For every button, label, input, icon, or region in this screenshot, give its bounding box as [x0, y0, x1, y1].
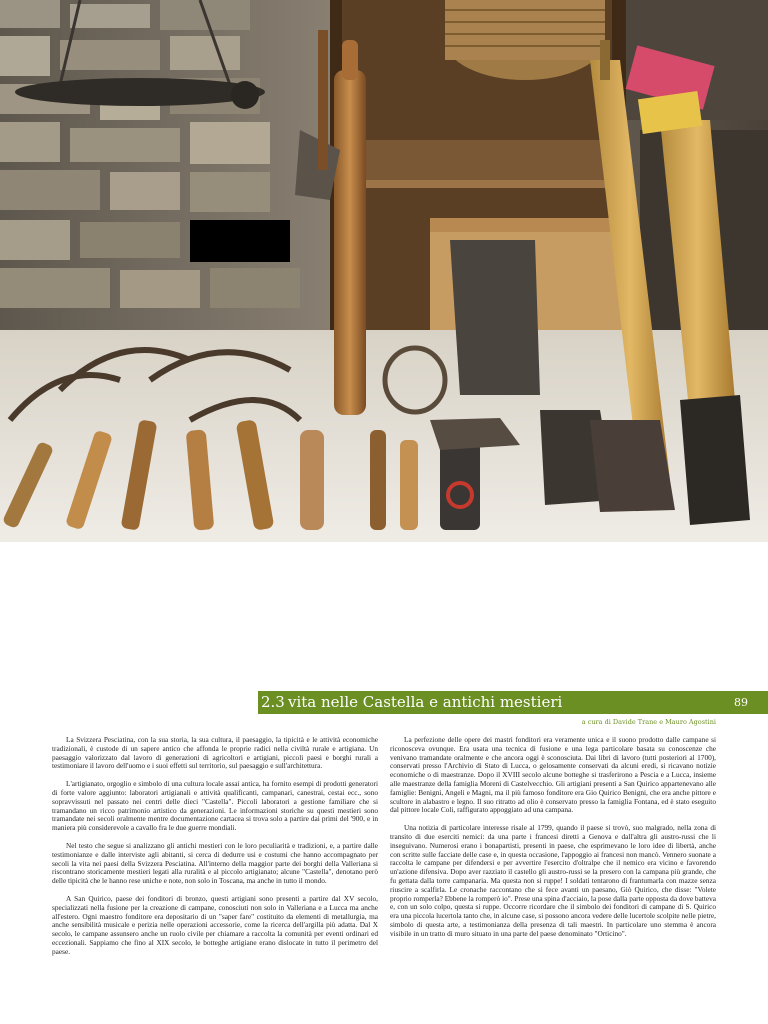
paragraph: L'artigianato, orgoglio e simbolo di una cultura locale assai antica, ha fornito esempi di prodotti generatori di forte valore aggiunto: laboratori artigianali e attività qualificanti, campanari, canestrai, cestai ecc., sono sopravvissuti nel passato nei centri delle dieci "Castella". Piccoli laboratori a gestione familiare che si tramandano un ricco patrimonio artistico da generazioni. Le informazioni storiche su questi mestieri sono tramandate nei secoli oralmente mentre documentazione cartacea si trova solo a partire dai primi del '900, e in maniera più considerevole a cavallo fra le due guerre mondiali. [52, 779, 378, 833]
rolling-pin [334, 40, 366, 415]
text-column-right [390, 736, 716, 1024]
paragraph: A San Quirico, paese dei fonditori di bronzo, questi artigiani sono presenti a partire dal XV secolo, specializzati nella fusione per la creazione di campane, conosciuti non solo in Valleriana e a Lucca ma anche all'estero. Ogni maestro fonditore era depositario di un "saper fare" costituito da elementi di metallurgia, ma anche sensibilità musicale e perizia nelle operazioni accessorie, come la ricerca dell'argilla più adatta. Dal X secolo, le campane assunsero anche un ruolo civile per chiamare a raccolta la comunità per eventi ordinari ed eccezionali. Sappiamo che fino al XIX secolo, le botteghe artigiane erano dislocate in tutto il perimetro del paese. [52, 893, 378, 956]
paragraph: Nel testo che segue si analizzano gli antichi mestieri con le loro peculiarità e tradizioni, e, a partire dalle testimonianze e dalle interviste agli abitanti, si cerca di dedurre usi e costumi che hanno accompagnato per secoli la vita nei paesi della Svizzera Pesciatina. All'interno della maggior parte dei borghi della Valleriana si riscontrano storicamente mestieri legati alla ruralità e al piccolo artigianato; alcune "Castella", denotano però delle tipicità che le hanno rese uniche e note, non solo in Toscana, ma anche in tutto il mondo. [52, 840, 378, 886]
credits-line: a cura di Davide Trane e Mauro Agostini [581, 718, 716, 726]
paragraph: La Svizzera Pesciatina, con la sua storia, la sua cultura, il paesaggio, la tipicità e le attività economiche tradizionali, è custode di un sapere antico che affonda le proprie radici nella civiltà rurale e artigiana. Un paesaggio valorizzato dal lavoro di generazioni di agricoltori e artigiani, piccoli paesi e borghi rurali a testimoniare il lavoro dell'uomo e i suoi effetti sul territorio, sul paesaggio e sull'architettura. [52, 736, 378, 771]
text-column-left [52, 736, 378, 1024]
paragraph: La perfezione delle opere dei mastri fonditori era veramente unica e il suono prodotto dalle campane si riconosceva ovunque. Era usata una tecnica di fusione e una lega particolare basata su conoscenze che venivano tramandate oralmente e che ancora oggi è sconosciuta. Dai libri di lavoro (tutti posteriori al 1700), conservati presso l'Archivio di Stato di Lucca, o gelosamente conservati da alcuni eredi, si ricavano notizie economiche o di maestranze. Dopo il XVIII secolo alcune botteghe si trasferirono a Pescia e a Lucca, insieme alle maestranze della famiglia Moreni di Castelvecchio. Gli artigiani presenti a San Quirico appartenevano alle famiglie: Benigni, Angeli e Magni, ma il più famoso fonditore era Gio Quirico Benigni, che era anche pittore e scultore in alabastro e legno. Il suo ritratto ad olio è conservato presso la famiglia Fontana, ed è stato eseguito dal pittore locale Coli, raffigurato appoggiato ad una campana. [390, 736, 716, 815]
section-title: vita nelle Castella e antichi mestieri [288, 693, 563, 711]
wicker-basket [445, 0, 605, 80]
section-number: 2.3 [261, 693, 285, 711]
paragraph: Una notizia di particolare interesse risale al 1799, quando il paese si trovò, suo malgrado, nella zona di transito di due eserciti nemici: da una parte i francesi diretti a Genova e dall'altra gli austro-russi che li inseguivano. Numerosi erano i bonapartisti, presenti in paese, che esprimevano le loro idee di libertà, anche con scritte sulle facciate delle case e, in questa occasione, l'appoggio ai francesi non mancò. Vennero suonate a raccolta le campane per difendersi e per avvertire l'esercito d'oltralpe che il nemico era vicino e favorendo un'azione difensiva. Dopo aver razziato il castello gli austro-russi se la presero con la campana più grande, che fu gettata dalla torre campanaria. Ma questa non si ruppe! I soldati tentarono di frantumarla con mazze senza riuscire a scalfirla. Le cronache raccontano che si fece avanti un paesano, Giò Quirico, che disse: "Volete proprio romperla? Ebbene la romperò io". Prese una spina d'acciaio, la pose dalla parte opposta da dove batteva e, con un solo colpo, questa si ruppe. Occorre ricordare che il simbolo dei fonditori di campane di S. Quirico era una piccola lucertola tanto che, in alcune case, si possono ancora vedere delle lucertole scolpite nelle pietre, simbolo di questa arte, a testimonianza della presenza di tali maestri. In particolare uno stemma è ancora visibile in un tratto di muro situato in una parte del paese denominato "Orticino". [390, 823, 716, 938]
section-header-bar [258, 691, 768, 714]
page-number: 89 [734, 696, 748, 709]
